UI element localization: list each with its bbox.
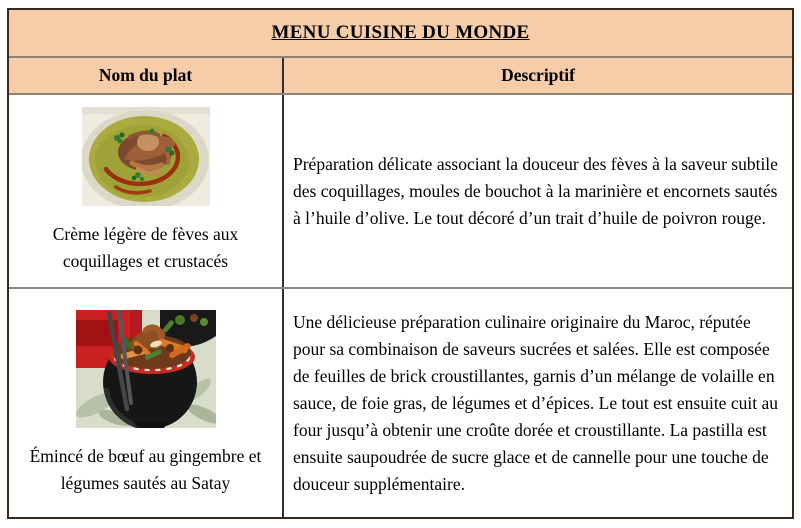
dish-description: Une délicieuse préparation culinaire originaire du Maroc, réputée pour sa combinaison de saveurs sucrées et salées. Elle est composée de feuilles de brick croustillantes, garnis d’un mélange de volaille en sauce, de foie gras, de légumes et d’épices. Le tout est ensuite cuit au four jusqu’à obtenir une croûte dorée et croustillante. La pastilla est ensuite saupoudrée de sucre glace et de cannelle pour une touche de douceur supplémentaire. — [293, 311, 778, 494]
description-cell — [284, 95, 792, 287]
dish-photo-creme-feves-image — [82, 107, 210, 206]
description-cell — [284, 289, 792, 517]
dish-cell-emince-boeuf — [9, 289, 284, 517]
menu-table — [7, 8, 794, 519]
table-row — [9, 289, 792, 517]
dish-name: Crème légère de fèves aux coquillages et crustacés — [52, 224, 239, 271]
dish-photo-emince-boeuf-image — [76, 310, 216, 428]
table-header-row — [9, 58, 792, 95]
dish-name: Émincé de bœuf au gingembre et légumes sautés au Satay — [29, 445, 262, 493]
table-title-row — [9, 10, 792, 58]
dish-description: Préparation délicate associant la douceur des fèves à la saveur subtile des coquillages, moules de bouchot à la marinière et encornets sautés à l’huile d’olive. Le tout décoré d’un trait d’huile de poivron rouge. — [293, 153, 778, 228]
column-header-description: Descriptif — [501, 65, 575, 85]
column-header-dish: Nom du plat — [9, 58, 284, 93]
table-row — [9, 95, 792, 289]
dish-cell-creme-feves — [9, 95, 284, 287]
page-title: MENU CUISINE DU MONDE — [271, 22, 530, 43]
